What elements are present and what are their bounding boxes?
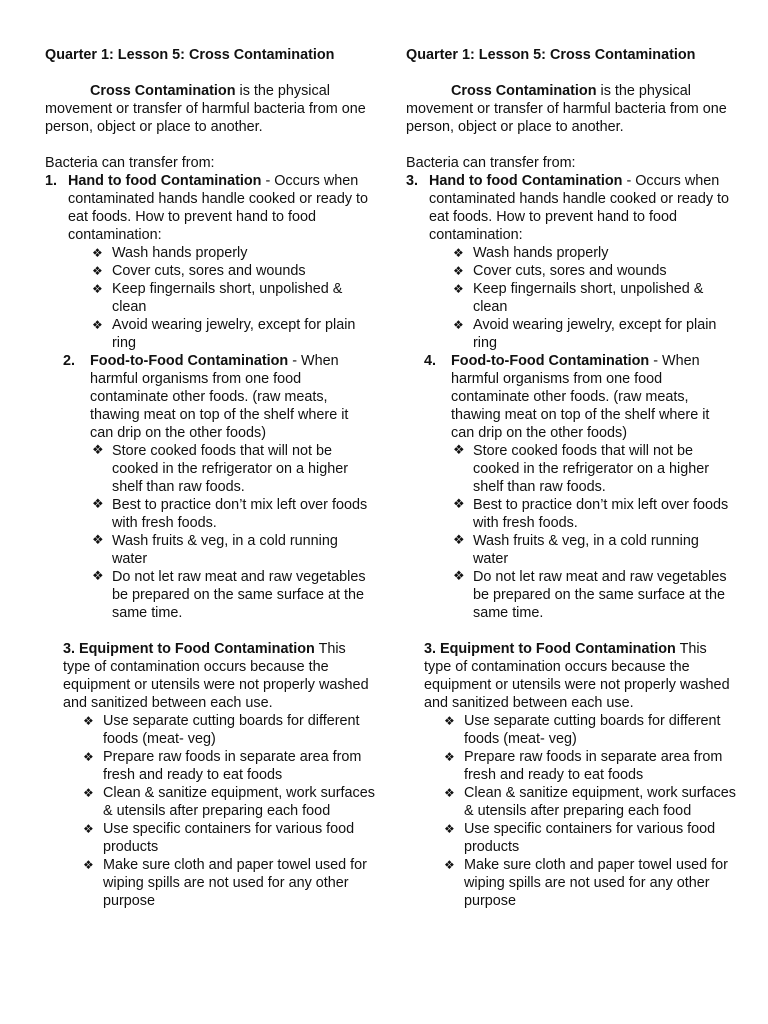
equipment-bullets	[81, 712, 375, 910]
diamond-bullet-icon: ❖	[92, 533, 104, 548]
item-number: 4.	[424, 353, 437, 369]
list-item: ❖ Best to practice don’t mix left over foods with fresh foods.	[453, 497, 729, 531]
list-item: ❖ Make sure cloth and paper towel used for wiping spills are not used for any other purpose	[83, 857, 367, 909]
item-number: 3.	[406, 173, 419, 189]
diamond-bullet-icon: ❖	[453, 497, 465, 512]
hand-to-food-heading: Hand to food Contamination	[429, 173, 623, 189]
equipment-section	[424, 640, 736, 910]
list-item: ❖ Wash hands properly	[453, 245, 609, 261]
definition-term: Cross Contamination	[90, 83, 236, 99]
item-number: 2.	[63, 353, 76, 369]
hand-to-food-item	[406, 172, 736, 352]
equipment-heading: 3. Equipment to Food Contamination	[63, 641, 315, 657]
list-item: ❖ Clean & sanitize equipment, work surfaces & utensils after preparing each food	[444, 785, 736, 819]
diamond-bullet-icon: ❖	[453, 264, 464, 278]
diamond-bullet-icon: ❖	[453, 569, 465, 584]
list-item: ❖ Use specific containers for various food products	[83, 821, 355, 855]
diamond-bullet-icon: ❖	[453, 443, 465, 458]
diamond-bullet-icon: ❖	[83, 750, 94, 764]
list-item: ❖ Make sure cloth and paper towel used for wiping spills are not used for any other purpose	[444, 857, 728, 909]
definition-text: is the physical movement or transfer of harmful bacteria from one person, object or place to another.	[406, 83, 727, 135]
list-item: ❖ Clean & sanitize equipment, work surfaces & utensils after preparing each food	[83, 785, 375, 819]
list-item: ❖ Prepare raw foods in separate area from fresh and ready to eat foods	[83, 749, 362, 783]
list-item: ❖ Wash fruits & veg, in a cold running water	[453, 533, 699, 567]
hand-to-food-text: - Occurs when contaminated hands handle cooked or ready to eat foods. How to prevent hand to food contamination:	[429, 173, 730, 243]
hand-to-food-bullets	[451, 244, 736, 352]
diamond-bullet-icon: ❖	[92, 318, 103, 332]
food-to-food-item	[63, 352, 375, 622]
diamond-bullet-icon: ❖	[444, 822, 455, 836]
food-to-food-item	[424, 352, 736, 622]
intro-text: Bacteria can transfer from:	[406, 155, 576, 171]
equipment-text: This type of contamination occurs because the equipment or utensils were not properly washed and sanitized between each use.	[424, 641, 730, 711]
food-to-food-text: - When harmful organisms from one food contaminate other foods. (raw meats, thawing meat on top of the shelf where it can drip on the other foods)	[90, 353, 349, 441]
hand-to-food-item	[45, 172, 375, 352]
list-item: ❖ Keep fingernails short, unpolished & clean	[92, 281, 343, 315]
list-item: ❖ Use specific containers for various food products	[444, 821, 716, 855]
equipment-section	[63, 640, 375, 910]
right-column	[406, 46, 736, 910]
equipment-heading: 3. Equipment to Food Contamination	[424, 641, 676, 657]
list-item: ❖ Cover cuts, sores and wounds	[453, 263, 667, 279]
hand-to-food-text: - Occurs when contaminated hands handle cooked or ready to eat foods. How to prevent hand to food contamination:	[68, 173, 369, 243]
food-to-food-text: - When harmful organisms from one food contaminate other foods. (raw meats, thawing meat on top of the shelf where it can drip on the other foods)	[451, 353, 710, 441]
food-to-food-bullets	[451, 442, 736, 622]
diamond-bullet-icon: ❖	[444, 786, 455, 800]
definition-term: Cross Contamination	[451, 83, 597, 99]
left-column	[45, 46, 375, 910]
intro-text: Bacteria can transfer from:	[45, 155, 215, 171]
list-item: ❖ Wash hands properly	[92, 245, 248, 261]
lesson-title: Quarter 1: Lesson 5: Cross Contamination	[406, 47, 696, 63]
diamond-bullet-icon: ❖	[83, 786, 94, 800]
list-item: ❖ Avoid wearing jewelry, except for plain ring	[92, 317, 356, 351]
diamond-bullet-icon: ❖	[453, 318, 464, 332]
food-to-food-heading: Food-to-Food Contamination	[451, 353, 650, 369]
list-item: ❖ Best to practice don’t mix left over foods with fresh foods.	[92, 497, 368, 531]
definition-paragraph	[45, 82, 375, 136]
diamond-bullet-icon: ❖	[83, 822, 94, 836]
list-item: ❖ Use separate cutting boards for different foods (meat- veg)	[444, 713, 721, 747]
list-item: ❖ Store cooked foods that will not be cooked in the refrigerator on a higher shelf than raw foods.	[453, 443, 709, 495]
diamond-bullet-icon: ❖	[444, 750, 455, 764]
definition-paragraph	[406, 82, 736, 136]
diamond-bullet-icon: ❖	[453, 246, 464, 260]
diamond-bullet-icon: ❖	[453, 533, 465, 548]
equipment-text: This type of contamination occurs because the equipment or utensils were not properly washed and sanitized between each use.	[63, 641, 369, 711]
diamond-bullet-icon: ❖	[92, 282, 103, 296]
list-item: ❖ Do not let raw meat and raw vegetables be prepared on the same surface at the same time.	[92, 569, 366, 621]
hand-to-food-heading: Hand to food Contamination	[68, 173, 262, 189]
lesson-title: Quarter 1: Lesson 5: Cross Contamination	[45, 47, 335, 63]
list-item: ❖ Keep fingernails short, unpolished & clean	[453, 281, 704, 315]
list-item: ❖ Store cooked foods that will not be cooked in the refrigerator on a higher shelf than raw foods.	[92, 443, 348, 495]
equipment-bullets	[442, 712, 736, 910]
list-item: ❖ Use separate cutting boards for different foods (meat- veg)	[83, 713, 360, 747]
definition-text: is the physical movement or transfer of harmful bacteria from one person, object or place to another.	[45, 83, 366, 135]
diamond-bullet-icon: ❖	[444, 858, 455, 872]
list-item: ❖ Prepare raw foods in separate area from fresh and ready to eat foods	[444, 749, 723, 783]
diamond-bullet-icon: ❖	[92, 569, 104, 584]
item-number: 1.	[45, 173, 58, 189]
list-item: ❖ Avoid wearing jewelry, except for plain ring	[453, 317, 717, 351]
diamond-bullet-icon: ❖	[83, 714, 94, 728]
list-item: ❖ Do not let raw meat and raw vegetables be prepared on the same surface at the same time.	[453, 569, 727, 621]
diamond-bullet-icon: ❖	[83, 858, 94, 872]
diamond-bullet-icon: ❖	[92, 246, 103, 260]
diamond-bullet-icon: ❖	[92, 264, 103, 278]
diamond-bullet-icon: ❖	[444, 714, 455, 728]
hand-to-food-bullets	[90, 244, 375, 352]
diamond-bullet-icon: ❖	[92, 443, 104, 458]
diamond-bullet-icon: ❖	[92, 497, 104, 512]
list-item: ❖ Cover cuts, sores and wounds	[92, 263, 306, 279]
diamond-bullet-icon: ❖	[453, 282, 464, 296]
list-item: ❖ Wash fruits & veg, in a cold running water	[92, 533, 338, 567]
food-to-food-bullets	[90, 442, 375, 622]
food-to-food-heading: Food-to-Food Contamination	[90, 353, 289, 369]
